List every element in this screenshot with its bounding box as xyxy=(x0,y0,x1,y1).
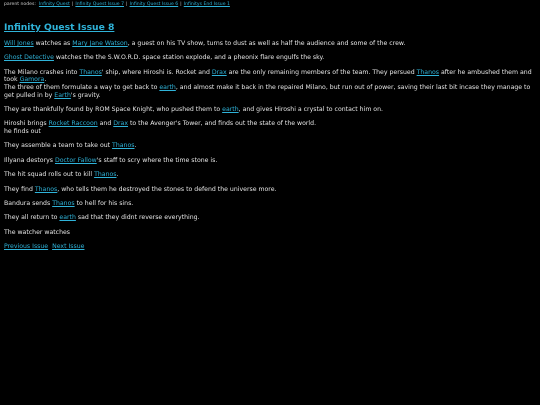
link-thanos[interactable]: Thanos xyxy=(94,171,117,179)
parent-link-issue-6[interactable]: Infinity Quest Issue 6 xyxy=(129,2,179,7)
parent-nodes-label: parent nodes: xyxy=(4,2,36,7)
issue-summary xyxy=(4,40,536,251)
paragraph-9 xyxy=(4,186,536,194)
link-drax[interactable]: Drax xyxy=(113,120,129,128)
text: , and almost make it back in the repaired Milano, but run out of power, saving their last bit incase they manage to get pulled in by xyxy=(4,83,531,99)
text: to hell for his sins. xyxy=(74,199,134,207)
paragraph-5 xyxy=(4,120,536,135)
link-gamora[interactable]: Gamora xyxy=(19,76,45,84)
text: Illyana destorys xyxy=(4,156,55,164)
paragraph-2 xyxy=(4,54,536,62)
text: They all return to xyxy=(4,214,60,222)
paragraph-11 xyxy=(4,214,536,222)
page-title-link[interactable]: Infinity Quest Issue 8 xyxy=(4,22,115,33)
text: The watcher watches xyxy=(4,228,71,236)
text: They find xyxy=(4,185,35,193)
text: after he ambushed them and took xyxy=(4,68,532,84)
link-doctor-fallow[interactable]: Doctor Fallow xyxy=(54,156,97,164)
parent-link-infinitys-end-1[interactable]: Infinitys End Issue 1 xyxy=(183,2,230,7)
text: , and gives Hiroshi a crystal to contact him on. xyxy=(238,105,383,113)
link-earth[interactable]: earth xyxy=(222,105,239,113)
text: 's gravity. xyxy=(70,91,101,99)
paragraph-7 xyxy=(4,157,536,165)
paragraph-8 xyxy=(4,171,536,179)
link-earth[interactable]: earth xyxy=(59,214,76,222)
text: . xyxy=(134,142,137,150)
parent-link-infinity-quest[interactable]: Infinity Quest xyxy=(38,2,70,7)
paragraph-4 xyxy=(4,106,536,114)
text: watches as xyxy=(33,40,73,47)
link-drax[interactable]: Drax xyxy=(211,68,227,76)
next-issue-link[interactable]: Next Issue xyxy=(52,243,85,251)
text: to the Avenger's Tower, and finds out the state of the world. xyxy=(128,120,317,128)
paragraph-3 xyxy=(4,69,536,99)
link-thanos[interactable]: Thanos xyxy=(416,68,440,76)
text: and xyxy=(97,120,114,128)
link-mary-jane-watson[interactable]: Mary Jane Watson xyxy=(72,40,128,47)
link-thanos[interactable]: Thanos xyxy=(34,185,58,193)
text: The three of them formulate a way to get back to xyxy=(4,83,160,91)
text: The Milano crashes into xyxy=(4,68,80,76)
paragraph-10 xyxy=(4,200,536,208)
text: Bandura sends xyxy=(4,199,53,207)
text: he finds out xyxy=(4,127,41,135)
previous-issue-link[interactable]: Previous Issue xyxy=(4,243,49,251)
link-earth[interactable]: earth xyxy=(159,83,176,91)
text: watches the the S.W.O.R.D. space station explode, and a pheonix flare engulfs the sky. xyxy=(53,54,325,62)
paragraph-12 xyxy=(4,229,536,237)
link-thanos[interactable]: Thanos xyxy=(52,199,75,207)
text: . xyxy=(116,171,119,179)
text: They are thankfully found by ROM Space Knight, who pushed them to xyxy=(4,105,223,113)
link-will-jones[interactable]: Will Jones xyxy=(4,40,34,47)
text: are the only remaining members of the team. They persued xyxy=(226,68,417,76)
parent-nodes-bar xyxy=(4,2,230,7)
text: . xyxy=(44,76,47,84)
link-earth[interactable]: Earth xyxy=(54,91,71,99)
separator: | xyxy=(71,2,74,7)
separator: | xyxy=(180,2,182,7)
link-thanos[interactable]: Thanos xyxy=(112,142,135,150)
text: Hiroshi brings xyxy=(4,120,49,128)
issue-navigation xyxy=(4,243,536,251)
text: sad that they didnt reverse everything. xyxy=(75,214,200,222)
link-thanos[interactable]: Thanos xyxy=(79,68,102,76)
paragraph-6 xyxy=(4,142,536,150)
text: , who tells them he destroyed the stones to defend the universe more. xyxy=(57,185,277,193)
paragraph-1 xyxy=(4,40,536,48)
separator: | xyxy=(126,2,128,7)
parent-link-issue-7[interactable]: Infinity Quest Issue 7 xyxy=(75,2,124,7)
link-ghost-detective[interactable]: Ghost Detective xyxy=(4,54,54,62)
text: , a guest on his TV show, turns to dust as well as half the audience and some of the crew. xyxy=(127,40,406,47)
text: ' ship, where Hiroshi is. Rocket and xyxy=(101,68,212,76)
text: 's staff to scry where the time stone is. xyxy=(96,156,218,164)
link-rocket-raccoon[interactable]: Rocket Raccoon xyxy=(48,120,98,128)
text: The hit squad rolls out to kill xyxy=(4,171,95,179)
text: They assemble a team to take out xyxy=(4,142,113,150)
